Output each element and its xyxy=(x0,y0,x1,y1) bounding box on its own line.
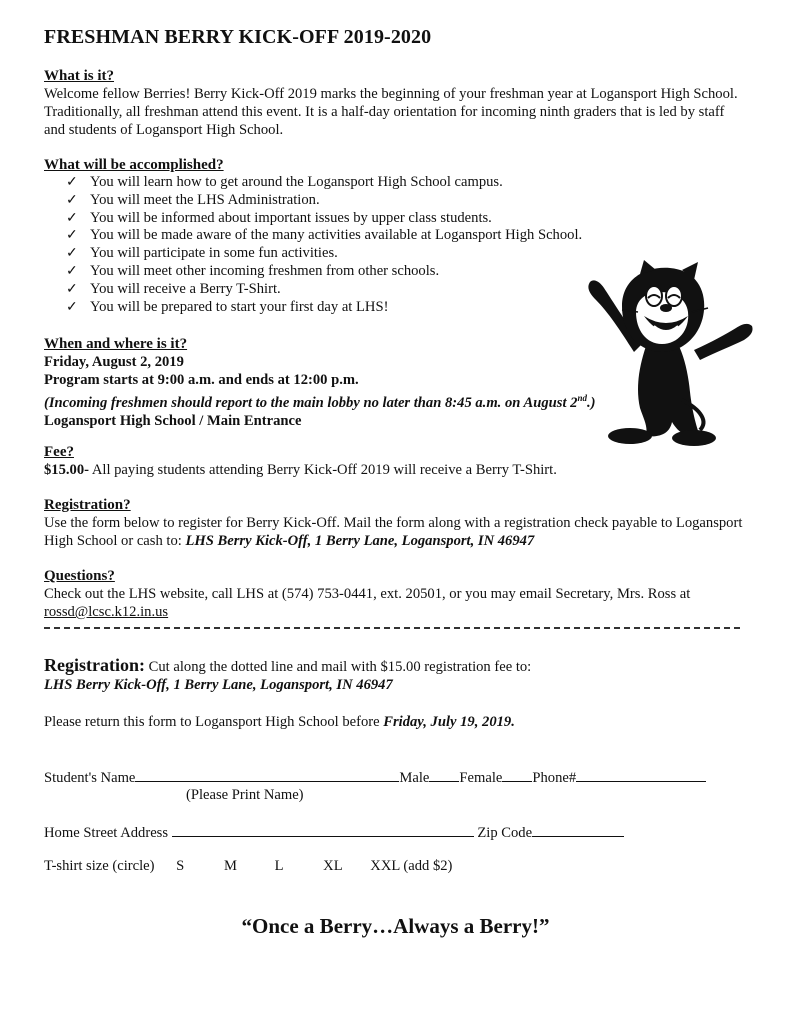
event-location: Logansport High School / Main Entrance xyxy=(44,412,302,429)
male-field[interactable] xyxy=(429,767,459,782)
accomplished-heading: What will be accomplished? xyxy=(44,157,224,173)
what-section xyxy=(44,68,744,139)
size-m[interactable]: M xyxy=(223,858,237,874)
cut-line xyxy=(44,627,740,629)
name-row xyxy=(44,767,744,787)
student-name-field[interactable] xyxy=(135,767,399,782)
when-heading: When and where is it? xyxy=(44,336,188,352)
size-l[interactable]: L xyxy=(274,858,284,874)
list-item: ✓ You will learn how to get around the Logansport High School campus. xyxy=(66,174,503,190)
check-icon: ✓ xyxy=(66,192,78,208)
fee-text: $15.00- All paying students attending Berry Kick-Off 2019 will receive a Berry T-Shirt. xyxy=(44,462,557,478)
student-name-label: Student's Name xyxy=(44,770,136,786)
check-icon: ✓ xyxy=(66,281,78,297)
check-icon: ✓ xyxy=(66,246,78,262)
questions-text: Check out the LHS website, call LHS at (574) 753-0441, ext. 20501, or you may email Secretary, Mrs. Ross at rossd@lcsc.k12.in.us xyxy=(44,586,691,620)
questions-heading: Questions? xyxy=(44,568,115,584)
check-icon: ✓ xyxy=(66,210,78,226)
what-text: Welcome fellow Berries! Berry Kick-Off 2019 marks the beginning of your freshman year at Logansport High School. Traditionally, all freshman attend this event. It is a half-day orientation for incoming ninth graders that is led by staff and students of Logansport High School. xyxy=(44,86,738,138)
list-item: ✓ You will participate in some fun activities. xyxy=(66,245,338,262)
accomplished-list xyxy=(44,174,644,316)
return-note: Please return this form to Logansport High School before Friday, July 19, 2019. xyxy=(44,714,515,730)
form-title: Registration: xyxy=(44,655,145,675)
list-item: ✓ You will meet other incoming freshmen from other schools. xyxy=(66,262,440,279)
zip-field[interactable] xyxy=(532,822,624,837)
check-icon: ✓ xyxy=(66,299,78,315)
form-address: LHS Berry Kick-Off, 1 Berry Lane, Logansport, IN 46947 xyxy=(44,677,393,693)
program-time: Program starts at 9:00 a.m. and ends at 12:00 p.m. xyxy=(44,372,359,388)
registration-text: Use the form below to register for Berry Kick-Off. Mail the form along with a registration check payable to Logansport High School or cash to: LHS Berry Kick-Off, 1 Berry Lane, Logansport, IN 46947 xyxy=(44,515,743,549)
page-title: FRESHMAN BERRY KICK-OFF 2019-2020 xyxy=(44,26,432,48)
check-icon: ✓ xyxy=(66,263,78,279)
registration-section xyxy=(44,497,744,550)
address-label: Home Street Address xyxy=(44,825,169,841)
list-item: ✓ You will be prepared to start your first day at LHS! xyxy=(66,298,389,315)
fee-section xyxy=(44,444,744,479)
address-row xyxy=(44,822,744,842)
footer-quote: “Once a Berry…Always a Berry!” xyxy=(241,914,550,938)
address-field[interactable] xyxy=(172,822,474,837)
size-xl[interactable]: XL xyxy=(323,858,343,874)
zip-label: Zip Code xyxy=(477,825,533,841)
event-date: Friday, August 2, 2019 xyxy=(44,354,184,370)
size-xxl[interactable]: XXL (add $2) xyxy=(370,858,453,874)
list-item: ✓ You will receive a Berry T-Shirt. xyxy=(66,280,281,297)
form-instruction: Cut along the dotted line and mail with $15.00 registration fee to: xyxy=(148,659,532,675)
when-section xyxy=(44,336,644,430)
list-item: ✓ You will be informed about important issues by upper class students. xyxy=(66,209,492,226)
check-icon: ✓ xyxy=(66,228,78,244)
female-label: Female xyxy=(459,770,503,786)
fee-heading: Fee? xyxy=(44,444,74,460)
registration-heading: Registration? xyxy=(44,497,131,513)
phone-field[interactable] xyxy=(576,767,706,782)
male-label: Male xyxy=(399,770,430,786)
size-s[interactable]: S xyxy=(176,858,185,874)
email-link[interactable]: rossd@lcsc.k12.in.us xyxy=(44,604,169,620)
questions-section xyxy=(44,568,744,621)
arrival-note: (Incoming freshmen should report to the main lobby no later than 8:45 a.m. on August 2nd.) xyxy=(44,393,596,411)
what-heading: What is it? xyxy=(44,68,115,84)
tshirt-label: T-shirt size (circle) xyxy=(44,858,155,874)
print-name-hint: (Please Print Name) xyxy=(186,787,304,803)
form-header xyxy=(44,656,744,694)
tshirt-row xyxy=(44,857,744,875)
list-item: ✓ You will be made aware of the many activities available at Logansport High School. xyxy=(66,227,583,244)
female-field[interactable] xyxy=(502,767,532,782)
list-item: ✓ You will meet the LHS Administration. xyxy=(66,191,320,208)
accomplished-section xyxy=(44,157,644,316)
phone-label: Phone# xyxy=(532,770,577,786)
check-icon: ✓ xyxy=(66,175,78,190)
